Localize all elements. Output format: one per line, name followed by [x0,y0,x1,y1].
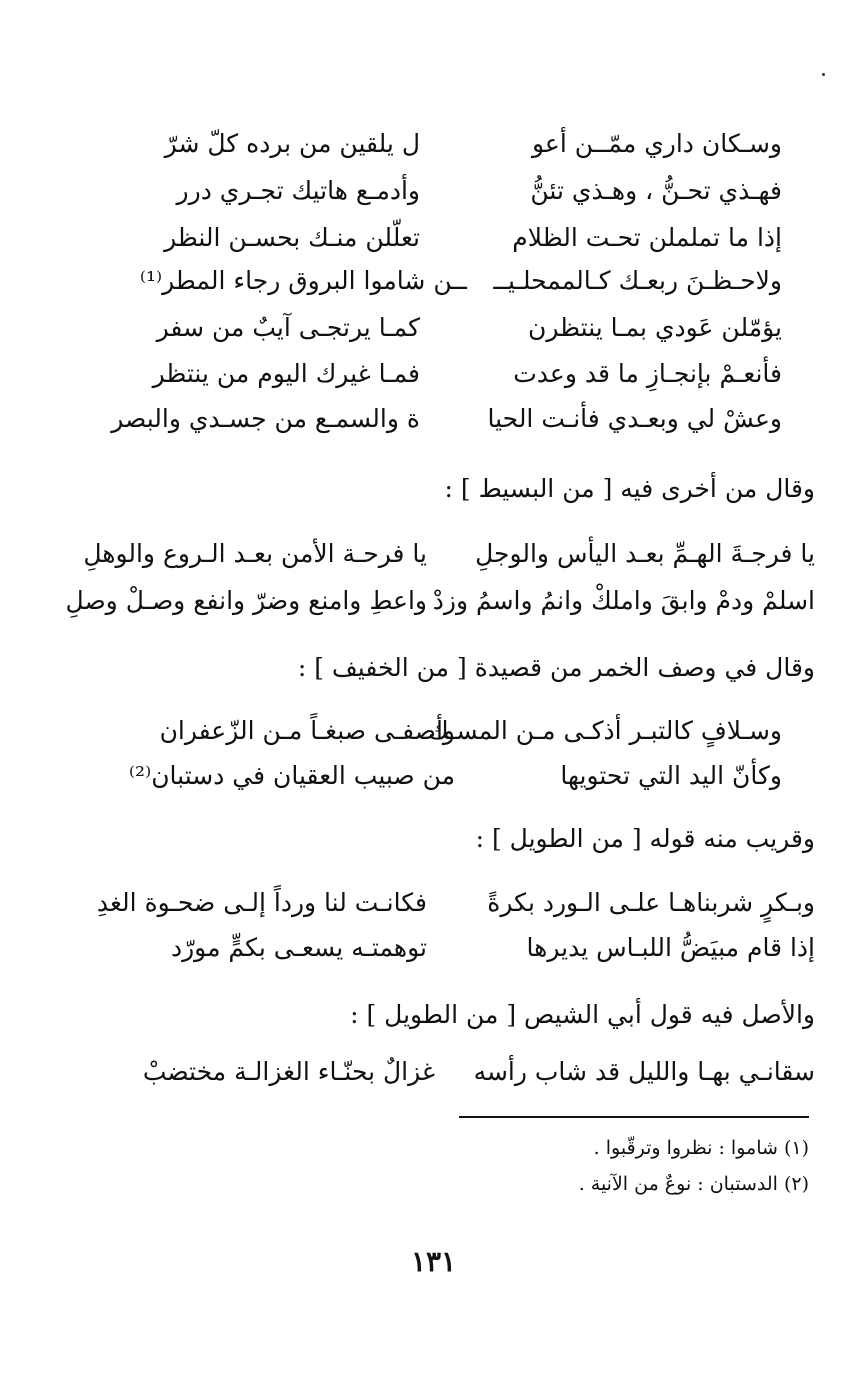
page-number: ١٣١ [410,1245,457,1278]
intro-tawil-1: وقريب منه قوله [ من الطويل ] : [475,824,815,853]
intro-basit: وقال من أخرى فيه [ من البسيط ] : [444,474,815,503]
book-page: وسـكان داري ممّــن أعو ل يلقين من برده كلّ شرّ فهـذي تحـنُّ ، وهـذي تئنُّ وأدمـع هاتيك تجـري درر إذا ما تململن تحـت الظلام تعلّلن منـك بحسـن النظر ولاحـظـنَ ربعـك كـالممحلـيــ ــن شاموا البروق رجاء المطر⁽¹⁾ يؤمّلن عَودي بمـا ينتظرن كمـا يرتجـى آيبٌ من سفر فأنعـمْ بإنجـازِ ما قد وعدت فمـا غيرك اليوم من ينتظر وعشْ لي وبعـدي فأنـت الحيا ة والسمـع من جسـدي والبصر وقال من أخرى فيه [ من البسيط ] : يا فرجـةَ الهـمِّ بعـد اليأس والوجلِ يا فرحـة الأمن بعـد الـروع والوهلِ اسلمْ ودمْ وابقَ واملكْ وانمُ واسمُ وزدْ واعطِ وامنع وضرّ وانفع وصـلْ وصلِ وقال في وصف الخمر من قصيدة [ من الخفيف ] : وسـلافٍ كالتبـر أذكـى مـن المسـك وأصفـى صبغـاً مـن الزّعفران وكأنّ اليد التي تحتويها من صبيب العقيان في دستبان⁽²⁾ وقريب منه قوله [ من الطويل ] : وبـكرٍ شربناهـا علـى الـورد بكرةً فكانـت لنا ورداً إلـى ضحـوة الغدِ إذا قام مبيَضُّ اللبـاس يديرها توهمتـه يسعـى بكمٍّ مورّد والأصل فيه قول أبي الشيص [ من الطويل ] : سقانـي بهـا والليل قد شاب رأسه غزالٌ بحنّـاء الغزالـة مختضبْ (١) شاموا : نظروا وترقّبوا . (٢) الدستبان : نوعٌ من الآنية . ١٣١ [0,0,867,1376]
page-speck [822,73,825,76]
intro-tawil-2: والأصل فيه قول أبي الشيص [ من الطويل ] : [350,1000,815,1029]
intro-khafif: وقال في وصف الخمر من قصيدة [ من الخفيف ] : [297,653,815,682]
footnote-1: (١) شاموا : نظروا وترقّبوا . [593,1137,809,1159]
footnote-2: (٢) الدستبان : نوعٌ من الآنية . [578,1173,809,1195]
footnote-separator [459,1116,809,1118]
